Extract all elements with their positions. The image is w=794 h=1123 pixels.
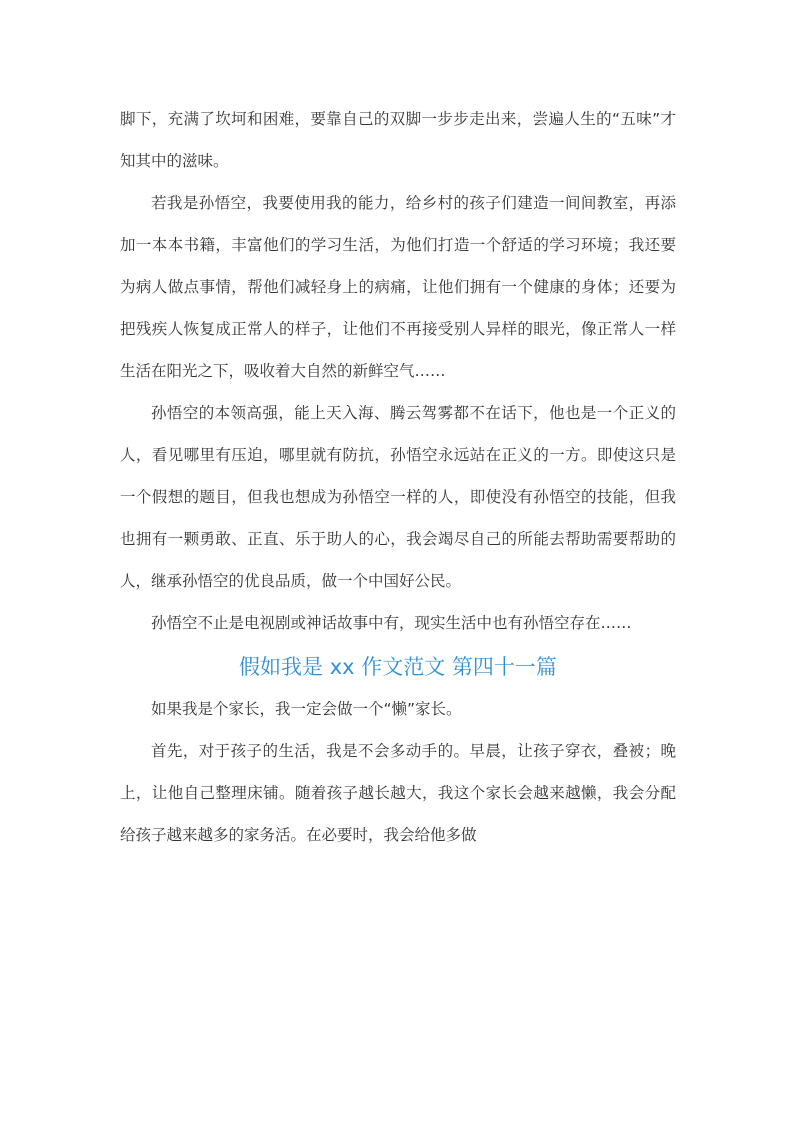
paragraph-wukong-abilities: 若我是孙悟空，我要使用我的能力，给乡村的孩子们建造一间间教室，再添加一本本书籍，丰富他们的学习生活，为他们打造一个舒适的学习环境；我还要为病人做点事情，帮他们减轻身上的病痛，让他们拥有一个健康的身体；还要为把残疾人恢复成正常人的样子，让他们不再接受别人异样的眼光，像正常人一样生活在阳光之下，吸收着大自然的新鲜空气…… [120, 194, 676, 380]
paragraph-wukong-reality: 孙悟空不止是电视剧或神话故事中有，现实生活中也有孙悟空存在…… [151, 614, 632, 632]
paragraph-lazy-parent: 如果我是个家长，我一定会做一个“懒”家长。 [151, 700, 462, 718]
paragraph-continued: 脚下，充满了坎坷和困难，要靠自己的双脚一步步走出来，尝遍人生的“五味”才知其中的滋味。 [120, 110, 676, 170]
document-body [120, 98, 676, 856]
paragraph-first-point: 首先，对于孩子的生活，我是不会多动手的。早晨，让孩子穿衣，叠被；晚上，让他自己整理床铺。随着孩子越长越大，我这个家长会越来越懒，我会分配给孩子越来越多的家务活。在必要时，我会给他多做 [120, 742, 676, 844]
section-heading: 假如我是 xx 作文范文 第四十一篇 [239, 655, 557, 679]
paragraph-wukong-justice: 孙悟空的本领高强，能上天入海、腾云驾雾都不在话下，他也是一个正义的人，看见哪里有压迫，哪里就有防抗，孙悟空永远站在正义的一方。即使这只是一个假想的题目，但我也想成为孙悟空一样的人，即使没有孙悟空的技能，但我也拥有一颗勇敢、正直、乐于助人的心，我会竭尽自己的所能去帮助需要帮助的人，继承孙悟空的优良品质，做一个中国好公民。 [120, 404, 676, 590]
